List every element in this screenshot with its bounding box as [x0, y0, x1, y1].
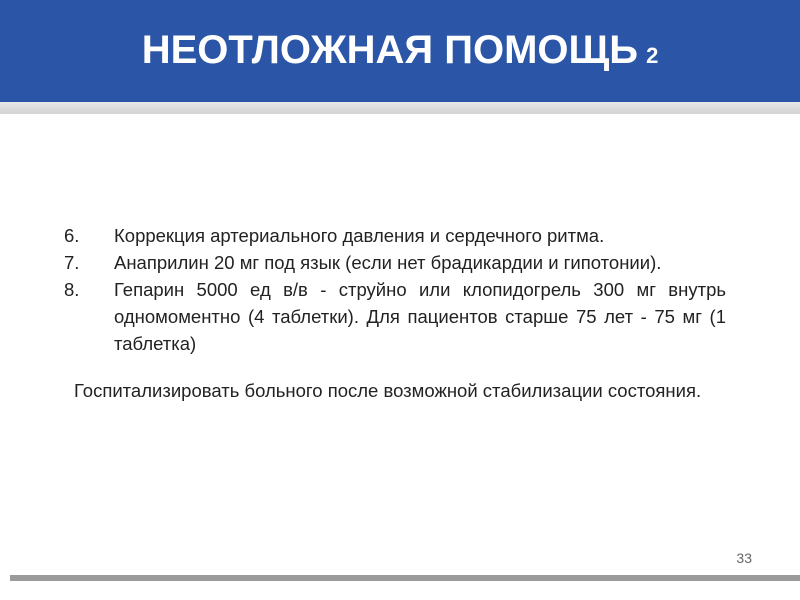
slide-title-suffix: 2 [646, 43, 659, 68]
slide-title-text: НЕОТЛОЖНАЯ ПОМОЩЬ [141, 28, 639, 72]
conclusion-text: Госпитализировать больного после возможной стабилизации состояния. [74, 380, 702, 401]
slide-title [0, 22, 800, 84]
list-item [64, 249, 726, 276]
list-item [64, 276, 726, 357]
list-item-number: 8. [64, 279, 80, 300]
list-item-number: 7. [64, 252, 80, 273]
list-item-text: Коррекция артериального давления и сердечного ритма. [114, 225, 605, 246]
list-item [64, 222, 726, 249]
page-number: 33 [736, 550, 752, 566]
list-item-number: 6. [64, 225, 80, 246]
slide-content [64, 222, 726, 404]
header-divider [0, 102, 800, 114]
list-item-text: Анаприлин 20 мг под язык (если нет брадикардии и гипотонии). [114, 252, 662, 273]
footer-bar [10, 575, 800, 581]
numbered-list [64, 222, 726, 357]
list-item-text: Гепарин 5000 ед в/в - струйно или клопидогрель 300 мг внутрь одномоментно (4 таблетки). Для пациентов старше 75 лет - 75 мг (1 таблетка) [114, 279, 726, 354]
